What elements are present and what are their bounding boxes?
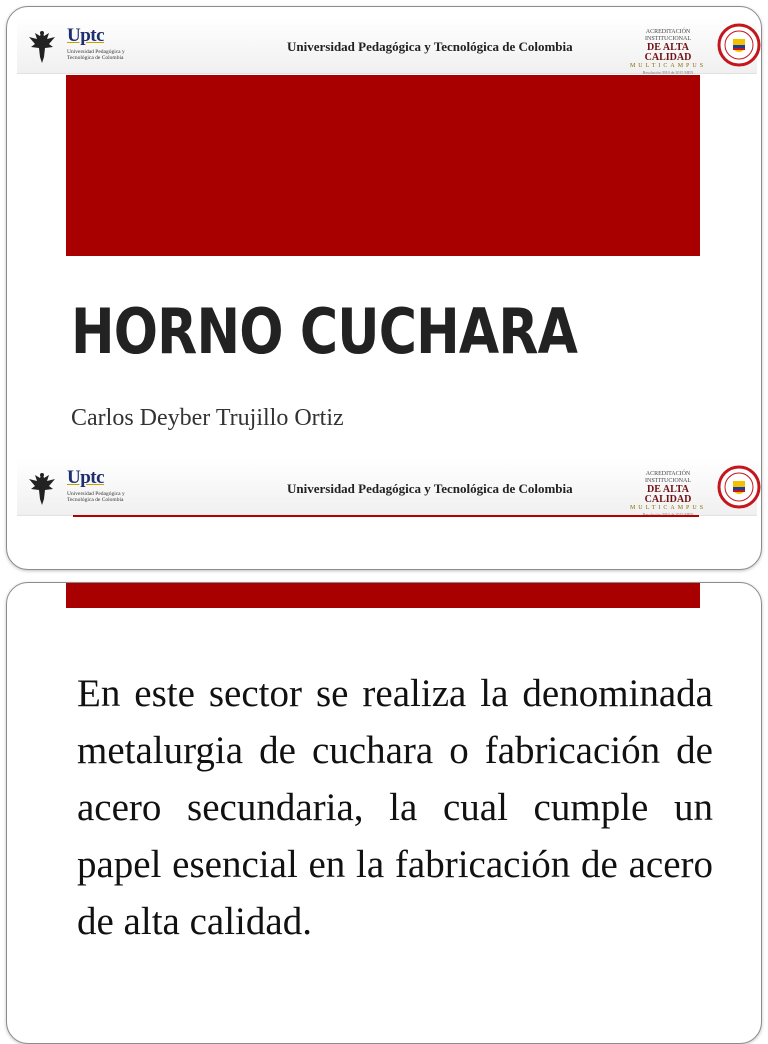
university-footer-header	[17, 459, 757, 516]
title-slide	[6, 6, 762, 570]
eagle-crest-icon	[27, 27, 57, 67]
accreditation-badge: ACREDITACIÓN INSTITUCIONAL DE ALTA CALIDAD MULTICAMPUS	[629, 471, 707, 511]
eagle-crest-icon	[27, 469, 57, 509]
uptc-logo-text: Uptc	[67, 25, 105, 46]
university-name: Universidad Pedagógica y Tecnológica de Colombia	[287, 481, 573, 496]
uptc-logo-subtitle: Universidad Pedagógica y Tecnológica de Colombia	[67, 49, 125, 61]
content-slide	[6, 582, 762, 1044]
university-header	[17, 17, 757, 74]
uptc-logo	[61, 465, 125, 505]
uptc-logo	[61, 23, 125, 63]
accreditation-badge: ACREDITACIÓN INSTITUCIONAL DE ALTA CALIDAD MULTICAMPUS Resolución 3910 de 2015 MEN	[629, 29, 707, 75]
university-name: Universidad Pedagógica y Tecnológica de Colombia	[287, 39, 573, 54]
author-name: Carlos Deyber Trujillo Ortiz	[71, 405, 344, 431]
red-banner	[66, 75, 700, 256]
colombia-seal-icon	[717, 465, 761, 509]
red-banner	[66, 582, 700, 608]
header-divider-line	[73, 515, 699, 517]
colombia-seal-icon	[717, 23, 761, 67]
uptc-logo-subtitle: Universidad Pedagógica y Tecnológica de Colombia	[67, 491, 125, 503]
body-paragraph: En este sector se realiza la denominada metalurgia de cuchara o fabricación de acero secundaria, la cual cumple un papel esencial en la fabricación de acero de alta calidad.	[77, 672, 713, 943]
uptc-logo-text: Uptc	[67, 467, 105, 488]
page-title: HORNO CUCHARA	[71, 295, 578, 368]
